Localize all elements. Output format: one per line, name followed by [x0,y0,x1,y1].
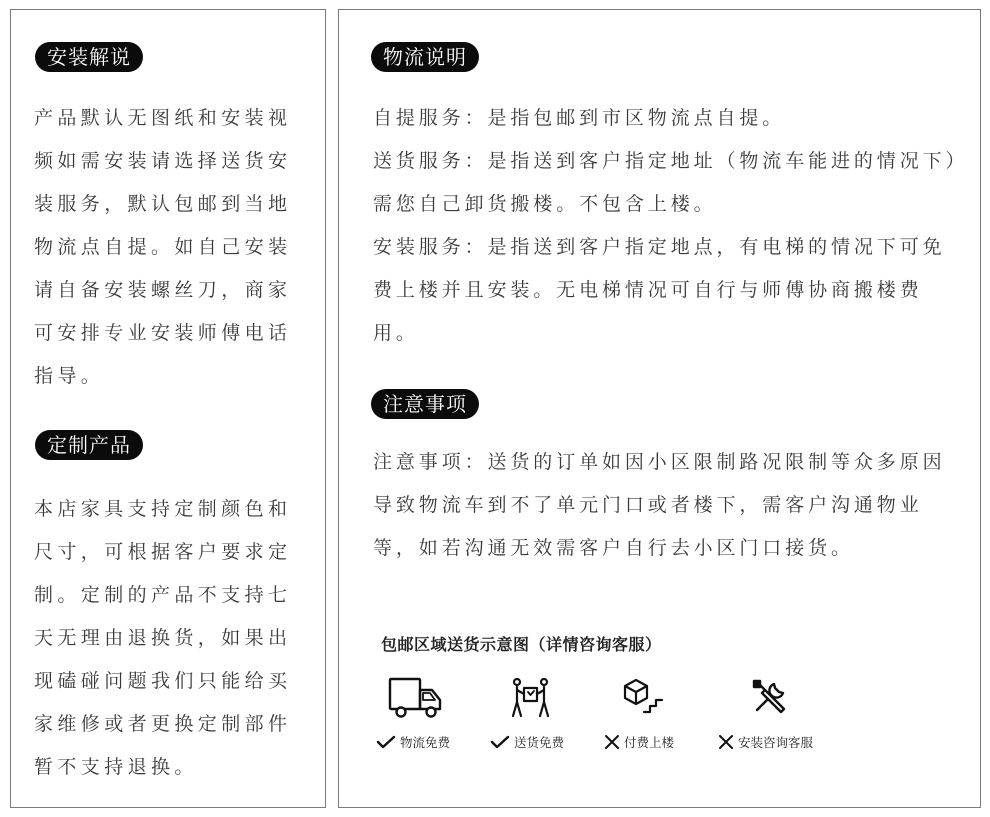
cross-icon [718,735,734,749]
feature-logistics-free [376,733,450,751]
logistics-item-delivery: 送货服务：是指送到客户指定地址（物流车能进的情况下）需您自己卸货搬楼。不包含上楼。 [373,150,959,215]
box-stairs-icon [622,676,664,720]
logistics-heading: 物流说明 [371,42,479,72]
feature-paid-upstairs [604,733,674,751]
install-heading: 安装解说 [35,42,143,72]
notice-heading: 注意事项 [371,389,479,419]
check-icon [376,735,396,749]
custom-text: 本店家具支持定制颜色和尺寸，可根据客户要求定制。定制的产品不支持七天无理由退换货，如果出现磕碰问题我们只能给买家维修或者更换定制部件暂不支持退换。 [34,498,292,778]
custom-heading: 定制产品 [35,430,143,460]
notice-text: 注意事项：送货的订单如因小区限制路况限制等众多原因导致物流车到不了单元门口或者楼下，需客户沟通物业等，如若沟通无效需客户自行去小区门口接货。 [373,451,946,559]
feature-label: 物流免费 [400,735,451,750]
logistics-item-pickup: 自提服务：是指包邮到市区物流点自提。 [373,107,786,129]
feature-install-consult [718,733,813,751]
check-icon [490,735,510,749]
feature-label: 安装咨询客服 [738,735,814,750]
delivery-person-icon [511,678,551,724]
truck-icon [388,676,444,724]
feature-label: 付费上楼 [624,735,675,750]
logistics-item-install: 安装服务：是指送到客户指定地点，有电梯的情况下可免费上楼并且安装。无电梯情况可自行与师傅协商搬楼费用。 [373,236,946,344]
logistics-text [373,97,963,355]
feature-label: 送货免费 [514,735,565,750]
tools-icon [751,678,789,720]
install-text: 产品默认无图纸和安装视频如需安装请选择送货安装服务，默认包邮到当地物流点自提。如自己安装请自备安装螺丝刀，商家可安排专业安装师傅电话指导。 [34,107,292,387]
diagram-title: 包邮区域送货示意图（详情咨询客服） [381,635,662,654]
feature-delivery-free [490,733,564,751]
cross-icon [604,735,620,749]
